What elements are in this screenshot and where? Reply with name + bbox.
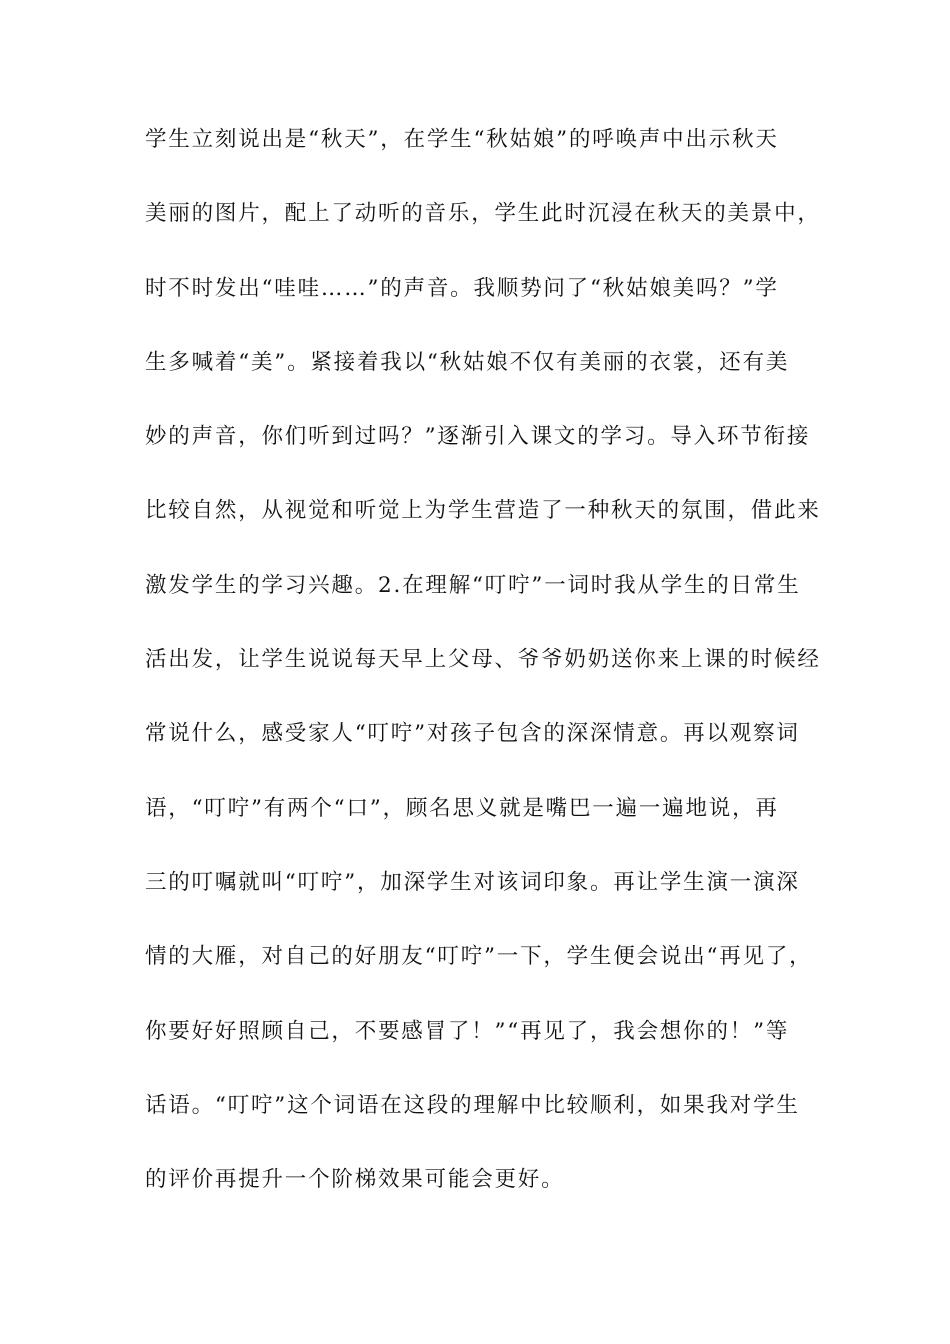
text-line-6: 比较自然，从视觉和听觉上为学生营造了一种秋天的氛围，借此来 bbox=[145, 498, 821, 524]
text-line-7: 激发学生的学习兴趣。2.在理解“叮咛”一词时我从学生的日常生 bbox=[145, 572, 801, 598]
text-line-14: 话语。“叮咛”这个词语在这段的理解中比较顺利，如果我对学生 bbox=[145, 1092, 800, 1118]
text-line-4: 生多喊着“美”。紧接着我以“秋姑娘不仅有美丽的衣裳，还有美 bbox=[145, 349, 790, 375]
text-line-2: 美丽的图片，配上了动听的音乐，学生此时沉浸在秋天的美景中， bbox=[145, 201, 821, 227]
text-line-9: 常说什么，感受家人“叮咛”对孩子包含的深深情意。再以观察词 bbox=[145, 721, 800, 747]
text-line-13: 你要好好照顾自己，不要感冒了！”“再见了，我会想你的！”等 bbox=[145, 1018, 790, 1044]
text-line-5: 妙的声音，你们听到过吗？”逐渐引入课文的学习。导入环节衔接 bbox=[145, 424, 811, 450]
text-line-8: 活出发，让学生说说每天早上父母、爷爷奶奶送你来上课的时候经 bbox=[145, 647, 821, 673]
text-line-1: 学生立刻说出是“秋天”，在学生“秋姑娘”的呼唤声中出示秋天 bbox=[145, 127, 779, 152]
text-line-12: 情的大雁，对自己的好朋友“叮咛”一下，学生便会说出“再见了， bbox=[145, 944, 813, 970]
text-line-3: 时不时发出“哇哇……”的声音。我顺势问了“秋姑娘美吗？”学 bbox=[145, 275, 779, 301]
text-line-11: 三的叮嘱就叫“叮咛”，加深学生对该词印象。再让学生演一演深 bbox=[145, 869, 800, 895]
text-line-10: 语，“叮咛”有两个“口”，顾名思义就是嘴巴一遍一遍地说，再 bbox=[145, 795, 779, 821]
body-paragraph bbox=[145, 121, 835, 1235]
text-line-15: 的评价再提升一个阶梯效果可能会更好。 bbox=[145, 1167, 565, 1193]
